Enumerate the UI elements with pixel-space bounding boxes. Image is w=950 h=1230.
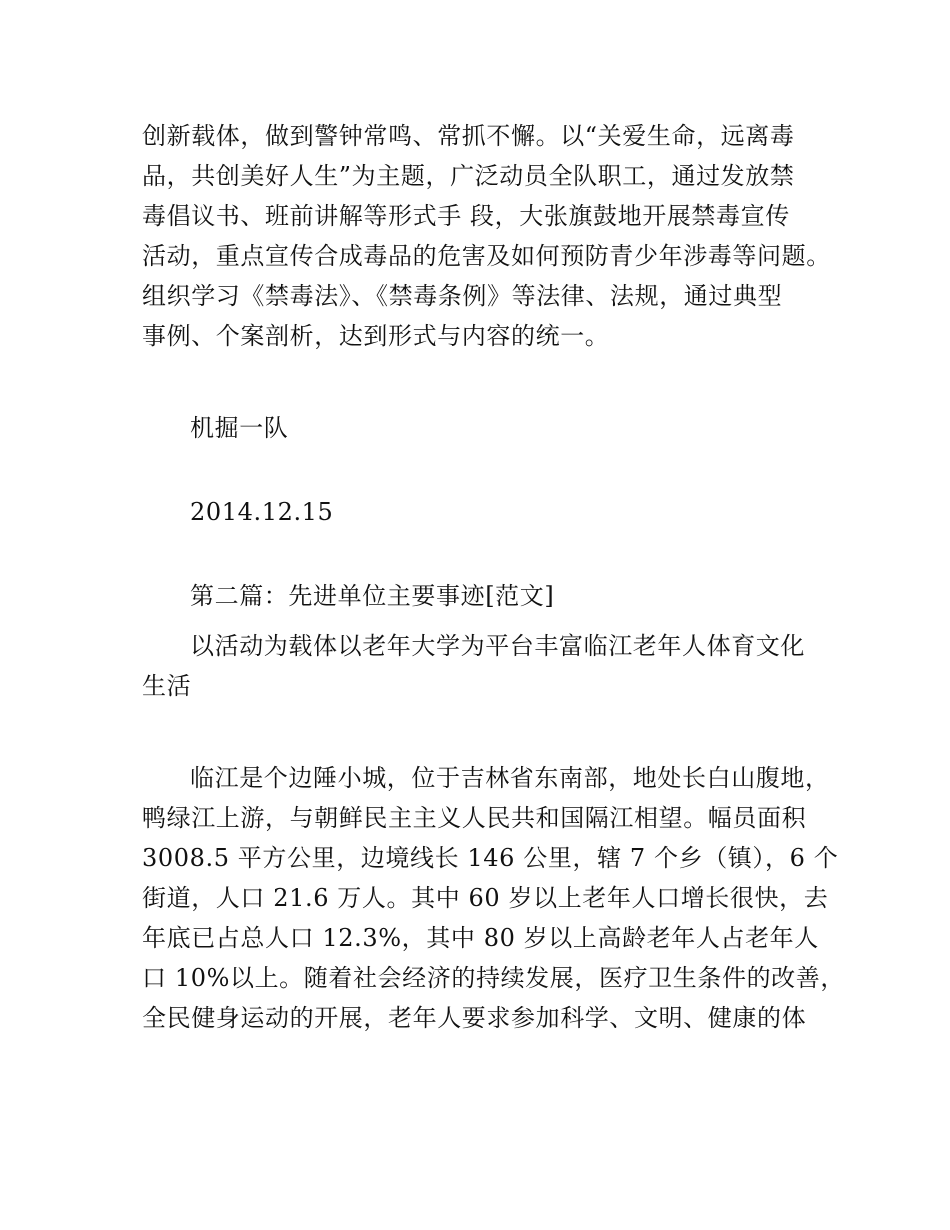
- paragraph-line: 临江是个边陲小城，位于吉林省东南部，地处长白山腹地，: [190, 764, 830, 792]
- paragraph-line: 全民健身运动的开展，老年人要求参加科学、文明、健康的体: [142, 1004, 807, 1032]
- section-title: 第二篇：先进单位主要事迹[范文]: [190, 582, 555, 610]
- paragraph-line: 品，共创美好人生”为主题，广泛动员全队职工，通过发放禁: [142, 162, 795, 190]
- paragraph-line: 活动，重点宣传合成毒品的危害及如何预防青少年涉毒等问题。: [142, 242, 831, 270]
- paragraph-line: 事例、个案剖析，达到形式与内容的统一。: [142, 322, 610, 350]
- signature-organization: 机掘一队: [190, 414, 289, 442]
- paragraph-line: 毒倡议书、班前讲解等形式手 段，大张旗鼓地开展禁毒宣传: [142, 202, 790, 230]
- paragraph-line: 3008.5 平方公里，边境线长 146 公里，辖 7 个乡（镇），6 个: [142, 844, 839, 872]
- subtitle-line: 生活: [142, 672, 192, 700]
- subtitle-line: 以活动为载体以老年大学为平台丰富临江老年人体育文化: [190, 632, 805, 660]
- paragraph-line: 创新载体，做到警钟常鸣、常抓不懈。以“关爱生命，远离毒: [142, 122, 795, 150]
- signature-date: 2014.12.15: [190, 498, 334, 526]
- paragraph-line: 年底已占总人口 12.3%，其中 80 岁以上高龄老年人占老年人: [142, 924, 819, 952]
- paragraph-line: 鸭绿江上游，与朝鲜民主主义人民共和国隔江相望。幅员面积: [142, 804, 807, 832]
- paragraph-line: 口 10%以上。随着社会经济的持续发展，医疗卫生条件的改善，: [142, 964, 845, 992]
- paragraph-line: 组织学习《禁毒法》、《禁毒条例》等法律、法规，通过典型: [142, 282, 783, 310]
- paragraph-line: 街道，人口 21.6 万人。其中 60 岁以上老年人口增长很快，去: [142, 884, 829, 912]
